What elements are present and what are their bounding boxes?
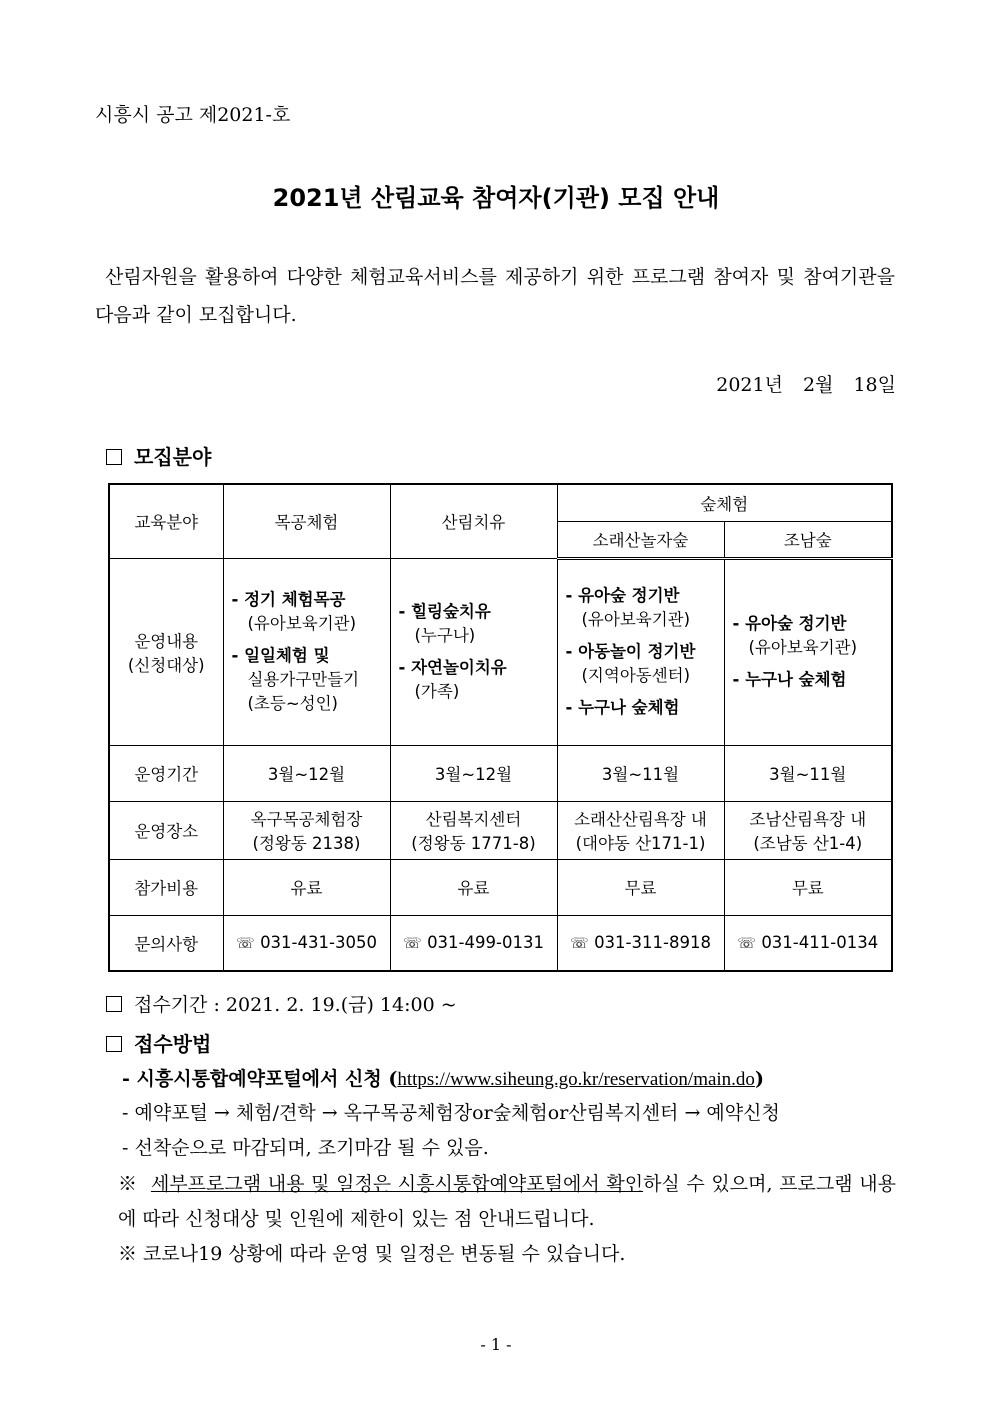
method-item-apply-close: ) (754, 1068, 764, 1090)
sorae-item-title: - 아동놀이 정기반 (565, 642, 696, 661)
wood-item-title2: 실용가구만들기 (247, 669, 360, 689)
checkbox-square-icon (106, 1036, 122, 1052)
section-method-label: 접수방법 (134, 1032, 212, 1056)
phone-icon: ☏ (403, 934, 422, 953)
section-recruit-heading (106, 441, 211, 470)
jonam-content (724, 558, 892, 745)
row-content-header (109, 558, 223, 745)
fee-cell: 무료 (724, 859, 892, 915)
note-covid: ※ 코로나19 상황에 따라 운영 및 일정은 변동될 수 있습니다. (118, 1243, 626, 1265)
note-mark-icon: ※ (118, 1173, 138, 1195)
place-name: 옥구목공체험장 (250, 810, 363, 829)
header-jonam: 조남숲 (724, 521, 892, 558)
period-cell: 3월~11월 (724, 745, 892, 801)
healing-item-sub: (가족) (414, 681, 460, 701)
place-address: (정왕동 2138) (252, 834, 361, 853)
section-method-heading (106, 1028, 211, 1057)
healing-content (390, 558, 557, 745)
contact-cell (390, 915, 557, 971)
row-content-sub: (신청대상) (127, 655, 205, 675)
place-address: (대야동 산171-1) (575, 834, 706, 853)
healing-item-sub: (누구나) (414, 625, 476, 645)
period-cell: 3월~12월 (390, 745, 557, 801)
fee-cell: 무료 (557, 859, 724, 915)
method-item-apply-text: - 시흥시통합예약포털에서 신청 ( (122, 1068, 398, 1090)
header-forest: 숲체험 (557, 484, 892, 521)
page-title: 2021년 산림교육 참여자(기관) 모집 안내 (272, 184, 720, 212)
notice-date: 2021년 2월 18일 (716, 374, 896, 396)
wood-item-sub: (유아보육기관) (247, 613, 357, 633)
fee-cell: 유료 (390, 859, 557, 915)
section-recruit-label: 모집분야 (134, 445, 212, 469)
place-name: 산림복지센터 (425, 810, 522, 829)
period-cell: 3월~11월 (557, 745, 724, 801)
wood-item-sub: (초등~성인) (247, 693, 338, 713)
phone-icon: ☏ (236, 934, 255, 953)
contact-number: 031-499-0131 (427, 933, 544, 953)
healing-item-title: - 자연놀이치유 (398, 657, 507, 677)
place-address: (정왕동 1771-8) (411, 834, 536, 853)
note-rest-text: 하실 수 있으며, 프로그램 내용에 따라 신청대상 및 인원에 제한이 있는 점 안내드립니다. (118, 1173, 896, 1230)
header-healing: 산림치유 (390, 484, 557, 558)
row-period-header: 운영기간 (109, 745, 223, 801)
period-cell: 3월~12월 (223, 745, 390, 801)
header-wood: 목공체험 (223, 484, 390, 558)
sorae-item-title: - 누구나 숲체험 (565, 698, 680, 717)
row-content-title: 운영내용 (134, 631, 199, 651)
place-name: 소래산산림욕장 내 (574, 810, 707, 829)
note-underlined-text: 세부프로그램 내용 및 일정은 시흥시통합예약포털에서 확인 (150, 1173, 644, 1195)
phone-icon: ☏ (737, 934, 757, 953)
method-item-firstcome: - 선착순으로 마감되며, 조기마감 될 수 있음. (122, 1137, 489, 1159)
row-place-header: 운영장소 (109, 801, 223, 859)
checkbox-square-icon (106, 449, 122, 465)
wood-item-title: - 정기 체험목공 (231, 589, 346, 609)
jonam-item-title: - 유아숲 정기반 (732, 614, 847, 633)
note-program-details (118, 1167, 896, 1237)
place-name: 조남산림욕장 내 (749, 810, 867, 829)
reservation-portal-link[interactable]: https://www.siheung.go.kr/reservation/main.do (397, 1069, 755, 1090)
sorae-content (557, 558, 724, 745)
wood-content (223, 558, 390, 745)
row-fee-header: 참가비용 (109, 859, 223, 915)
method-item-apply (122, 1064, 764, 1091)
header-sorae: 소래산놀자숲 (557, 521, 724, 558)
place-cell (724, 801, 892, 859)
place-cell (223, 801, 390, 859)
contact-number: 031-431-3050 (260, 933, 377, 953)
place-address: (조남동 산1-4) (753, 834, 863, 853)
reception-period-text: 접수기간 : 2021. 2. 19.(금) 14:00 ~ (134, 994, 457, 1016)
place-cell (557, 801, 724, 859)
reception-period (106, 990, 457, 1017)
contact-cell (557, 915, 724, 971)
wood-item-title: - 일일체험 및 (231, 645, 330, 665)
jonam-item-sub: (유아보육기관) (748, 638, 858, 657)
intro-paragraph: 산림자원을 활용하여 다양한 체험교육서비스를 제공하기 위한 프로그램 참여자 및 참여기관을 다음과 같이 모집합니다. (95, 266, 895, 326)
healing-item-title: - 힐링숲치유 (398, 601, 491, 621)
contact-cell (724, 915, 892, 971)
jonam-item-title: - 누구나 숲체험 (732, 670, 847, 689)
sorae-item-sub: (유아보육기관) (581, 610, 691, 629)
fee-cell: 유료 (223, 859, 390, 915)
contact-number: 031-311-8918 (594, 933, 711, 953)
sorae-item-sub: (지역아동센터) (581, 666, 691, 685)
page-number: - 1 - (480, 1335, 512, 1354)
checkbox-square-icon (106, 996, 122, 1012)
method-item-path: - 예약포털 → 체험/견학 → 옥구목공체험장or숲체험or산림복지센터 → 예약신청 (122, 1102, 780, 1124)
sorae-item-title: - 유아숲 정기반 (565, 586, 680, 605)
place-cell (390, 801, 557, 859)
row-contact-header: 문의사항 (109, 915, 223, 971)
notice-number: 시흥시 공고 제2021-호 (95, 104, 291, 126)
phone-icon: ☏ (570, 934, 589, 953)
contact-number: 031-411-0134 (761, 933, 879, 953)
recruit-table (108, 483, 893, 972)
contact-cell (223, 915, 390, 971)
header-corner: 교육분야 (109, 484, 223, 558)
